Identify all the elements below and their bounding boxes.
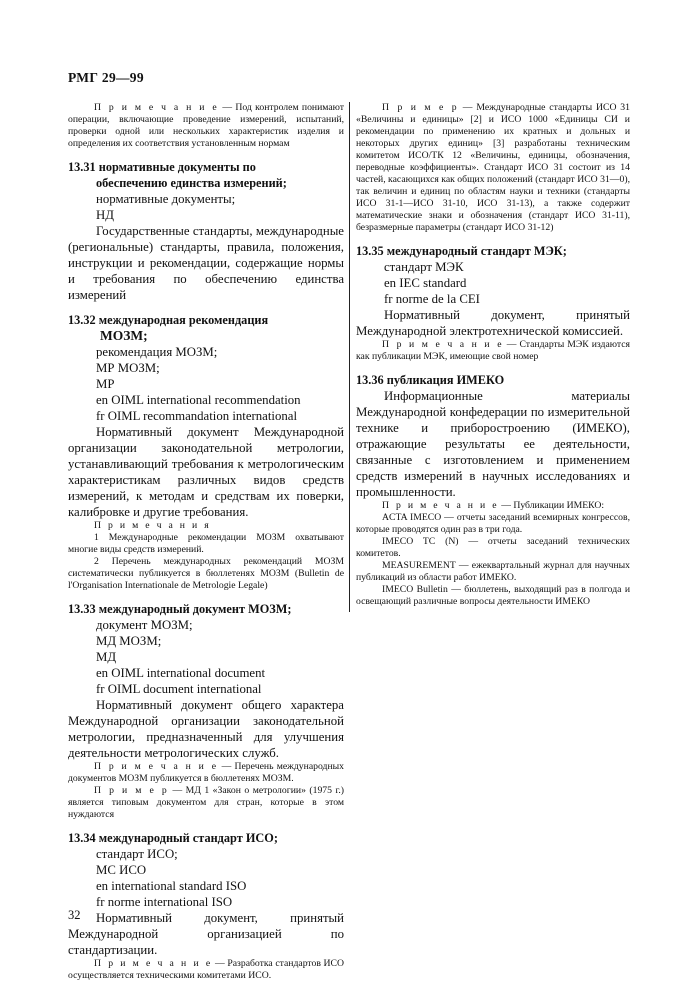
note (68, 958, 344, 982)
note-text: — Перечень международных документов МОЗМ публикуется в бюллетенях МОЗМ. (68, 761, 344, 784)
section-13-33 (68, 601, 344, 821)
section-heading: 13.34 международный стандарт ИСО; (68, 831, 278, 845)
note-item: 2 Перечень международных рекомендаций МОЗМ систематически публикуется в бюллетенях МОЗМ (Bulletin de l'Organisation Internationale de Metrologie Legale) (68, 556, 344, 591)
definition: Нормативный документ, принятый Международной электротехнической комиссией. (356, 308, 630, 338)
example-label: П р и м е р (382, 102, 459, 113)
note (68, 761, 344, 785)
term-abbreviation: МД (96, 650, 117, 664)
definition: Нормативный документ общего характера Международной организации законодательной метрологии, предназначенный для улучшения деятельности метрологических служб. (68, 698, 344, 760)
section-heading: 13.32 международная рекомендация (68, 313, 269, 327)
section-heading-cont: МОЗМ; (100, 328, 148, 343)
example-text: — МД 1 «Закон о метрологии» (1975 г.) является типовым документом для стран, которые в этом нуждаются (68, 785, 344, 820)
section-heading: 13.36 публикация ИМЕКО (356, 373, 505, 387)
left-column (68, 102, 344, 982)
definition: Нормативный документ Международной организации законодательной метрологии, устанавливающий требования к метрологическим характеристикам различных видов средств измерений, к методам и средствам их поверки, калибровке и другие требования. (68, 425, 344, 519)
section-heading: 13.33 международный документ МОЗМ; (68, 602, 292, 616)
note-item: 1 Международные рекомендации МОЗМ охватывают многие виды средств измерений. (68, 532, 344, 555)
page-number: 32 (68, 908, 81, 922)
term-french: fr OIML recommandation international (96, 409, 298, 423)
term-abbreviation: МС ИСО (96, 863, 147, 877)
example-text: — Международные стандарты ИСО 31 «Величины и единицы» [2] и ИСО 1000 «Единицы СИ и рекомендации по применению их кратных и дольных и некоторых других единиц» [3] разработаны техническим комитетом ИСО/ТК 12 «Величины, единицы, обозначения, переводные коэффициенты». Стандарт ИСО 31 состоит из 14 частей, касающихся как общих положений (стандарт ИСО 31—0), так величин и единиц по областям науки и техники (стандарты ИСО 31-1—ИСО 31-10, ИСО 31-13), а также содержит математические знаки и обозначения (стандарт ИСО 31-11), безразмерные параметры (стандарт ИСО 31-12) (356, 102, 630, 233)
term-english: en OIML international document (96, 666, 266, 680)
right-column (356, 102, 630, 608)
note-label: П р и м е ч а н и е (382, 339, 504, 350)
example-label: П р и м е р (94, 785, 169, 796)
note-text: — Стандарты МЭК издаются как публикации МЭК, имеющие свой номер (356, 339, 631, 362)
term-english: en OIML international recommendation (96, 393, 301, 407)
section-13-36 (356, 372, 630, 608)
section-heading: 13.35 международный стандарт МЭК; (356, 244, 567, 258)
section-heading-cont: обеспечению единства измерений; (96, 176, 287, 190)
note-label: П р и м е ч а н и е (94, 761, 219, 772)
definition: Нормативный документ, принятый Международной организацией по стандартизации. (68, 911, 344, 957)
publication-item: MEASUREMENT — ежеквартальный журнал для научных публикаций из области работ ИМЕКО. (356, 560, 630, 583)
note-control (68, 102, 344, 150)
term-abbreviation: НД (96, 208, 114, 222)
section-13-34 (68, 830, 344, 982)
definition: Государственные стандарты, международные (региональные) стандарты, правила, положения, инструкции и рекомендации, содержащие нормы и требования по обеспечению единства измерений (68, 224, 344, 302)
section-13-32 (68, 312, 344, 592)
note-label: П р и м е ч а н и е (94, 102, 219, 113)
term-synonym: МР МОЗМ; (96, 361, 160, 375)
section-heading: 13.31 нормативные документы по (68, 160, 256, 174)
term-abbreviation: МР (96, 377, 115, 391)
definition: Информационные материалы Международной конфедерации по измерительной технике и приборостроению (ИМЕКО), отражающие результаты ее деятельности, связанные с изготовлением и применением средств измерений в научных исследованиях и промышленности. (356, 389, 630, 499)
term-synonym: МД МОЗМ; (96, 634, 162, 648)
publication-item: IMECO Bulletin — бюллетень, выходящий раз в полгода и освещающий различные вопросы деятельности ИМЕКО (356, 584, 630, 607)
note (356, 500, 630, 512)
term-synonym: нормативные документы; (96, 192, 236, 206)
term-synonym: документ МОЗМ; (96, 618, 193, 632)
term-french: fr OIML document international (96, 682, 262, 696)
example-iso (356, 102, 630, 234)
term-synonym: рекомендация МОЗМ; (96, 345, 218, 359)
term-synonym: стандарт МЭК (384, 260, 464, 274)
term-french: fr norme international ISO (96, 895, 233, 909)
term-french: fr norme de la CEI (384, 292, 480, 306)
note-label: П р и м е ч а н и е (382, 500, 499, 511)
publication-item: IMECO TC (N) — отчеты заседаний технических комитетов. (356, 536, 630, 559)
section-13-31 (68, 159, 344, 303)
publication-item: ACTA IMECO — отчеты заседаний всемирных конгрессов, которые проводятся один раз в три года. (356, 512, 630, 535)
column-divider (349, 102, 350, 612)
note-text: — Разработка стандартов ИСО осуществляется техническими комитетами ИСО. (68, 958, 344, 981)
section-13-35 (356, 243, 630, 363)
term-synonym: стандарт ИСО; (96, 847, 178, 861)
term-english: en international standard ISO (96, 879, 247, 893)
notes-label: П р и м е ч а н и я (94, 520, 211, 531)
note-text: — Публикации ИМЕКО: (498, 500, 605, 511)
note (356, 339, 630, 363)
example (68, 785, 344, 821)
note-text: — Под контролем понимают операции, включающие проведение измерений, испытаний, проверки одной или нескольких характеристик изделия и определения их соответствия установленным нормам (68, 102, 345, 149)
term-english: en IEC standard (384, 276, 467, 290)
document-code: РМГ 29—99 (68, 70, 144, 85)
note-label: П р и м е ч а н и е (94, 958, 213, 969)
